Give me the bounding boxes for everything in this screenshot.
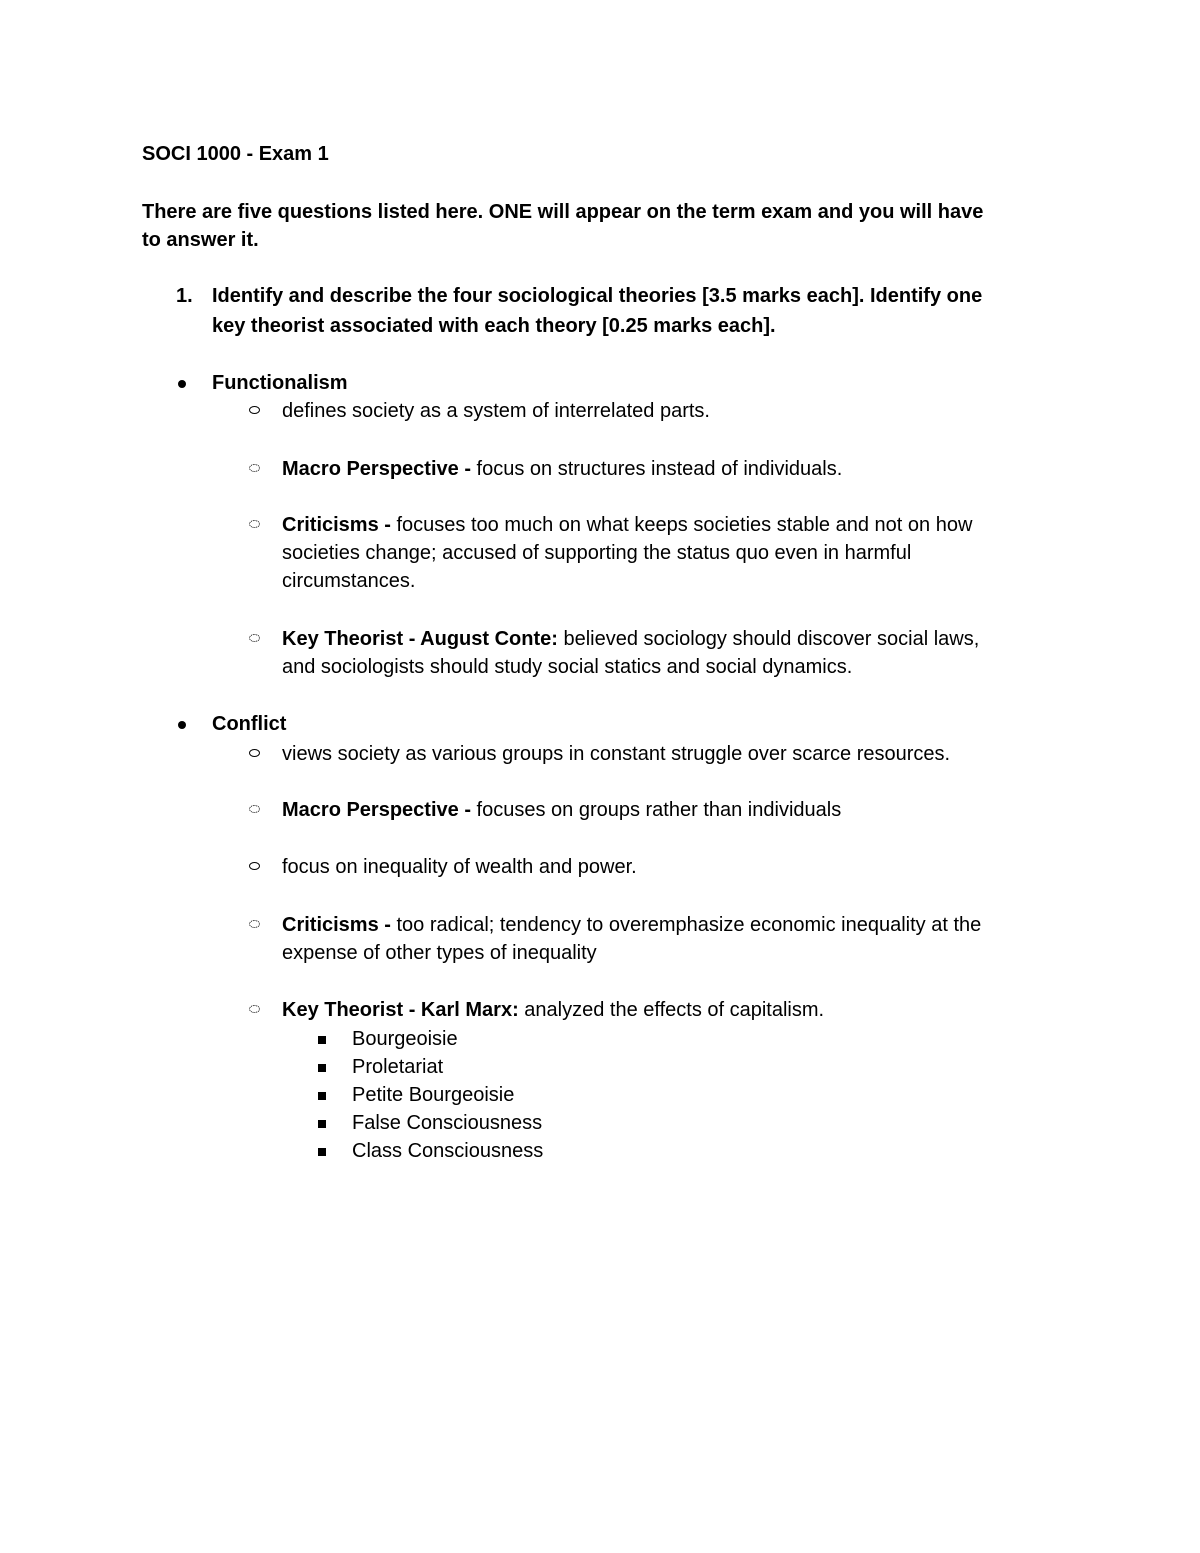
term-item: Bourgeoisie <box>352 1028 458 1050</box>
macro-label: Macro Perspective - <box>282 458 477 480</box>
macro-label: Macro Perspective - <box>282 799 477 821</box>
term-item: Proletariat <box>352 1056 444 1078</box>
question-line-2: key theorist associated with each theory [0.25 marks each]. <box>212 315 776 337</box>
criticisms-label: Criticisms - <box>282 914 397 936</box>
criticisms-line-3: circumstances. <box>282 570 416 592</box>
theorist-text: analyzed the effects of capitalism. <box>524 999 825 1021</box>
criticisms-text: too radical; tendency to overemphasize economic inequality at the <box>396 914 982 936</box>
square-bullet-icon <box>318 1036 326 1044</box>
question-line-1: Identify and describe the four sociological theories [3.5 marks each]. Identify one <box>212 285 983 307</box>
theorist-label: Key Theorist - August Conte: <box>282 628 564 650</box>
conflict-inequality: focus on inequality of wealth and power. <box>282 856 637 878</box>
square-bullet-icon <box>318 1148 326 1156</box>
theorist-label: Key Theorist - Karl Marx: <box>282 999 525 1021</box>
bullet-icon <box>178 380 186 388</box>
ring-bullet-icon <box>249 406 260 414</box>
functionalism-theorist <box>282 625 979 653</box>
functionalism-criticisms <box>282 511 972 539</box>
intro-line-2: to answer it. <box>142 229 259 251</box>
macro-text: focuses on groups rather than individuals <box>476 799 842 821</box>
conflict-definition: views society as various groups in constant struggle over scarce resources. <box>282 743 951 765</box>
term-item: Petite Bourgeoisie <box>352 1084 515 1106</box>
ring-bullet-icon <box>249 920 260 928</box>
ring-bullet-icon <box>249 520 260 528</box>
criticisms-line-2: expense of other types of inequality <box>282 942 597 964</box>
theorist-text: believed sociology should discover social laws, <box>563 628 980 650</box>
ring-bullet-icon <box>249 805 260 813</box>
conflict-theorist <box>282 996 824 1024</box>
square-bullet-icon <box>318 1064 326 1072</box>
conflict-macro <box>282 796 841 824</box>
ring-bullet-icon <box>249 749 260 757</box>
ring-bullet-icon <box>249 862 260 870</box>
question-number: 1. <box>176 285 193 307</box>
ring-bullet-icon <box>249 1005 260 1013</box>
criticisms-text: focuses too much on what keeps societies stable and not on how <box>396 514 973 536</box>
square-bullet-icon <box>318 1120 326 1128</box>
functionalism-definition: defines society as a system of interrelated parts. <box>282 400 710 422</box>
page-title: SOCI 1000 - Exam 1 <box>142 143 329 165</box>
criticisms-line-2: societies change; accused of supporting the status quo even in harmful <box>282 542 912 564</box>
ring-bullet-icon <box>249 464 260 472</box>
ring-bullet-icon <box>249 634 260 642</box>
bullet-icon <box>178 721 186 729</box>
functionalism-heading: Functionalism <box>212 372 348 394</box>
intro-line-1: There are five questions listed here. ONE will appear on the term exam and you will have <box>142 201 984 223</box>
theorist-line-2: and sociologists should study social statics and social dynamics. <box>282 656 853 678</box>
conflict-heading: Conflict <box>212 713 287 735</box>
criticisms-label: Criticisms - <box>282 514 397 536</box>
square-bullet-icon <box>318 1092 326 1100</box>
macro-text: focus on structures instead of individuals. <box>476 458 843 480</box>
term-item: False Consciousness <box>352 1112 543 1134</box>
functionalism-macro <box>282 455 842 483</box>
term-item: Class Consciousness <box>352 1140 544 1162</box>
conflict-criticisms <box>282 911 981 939</box>
